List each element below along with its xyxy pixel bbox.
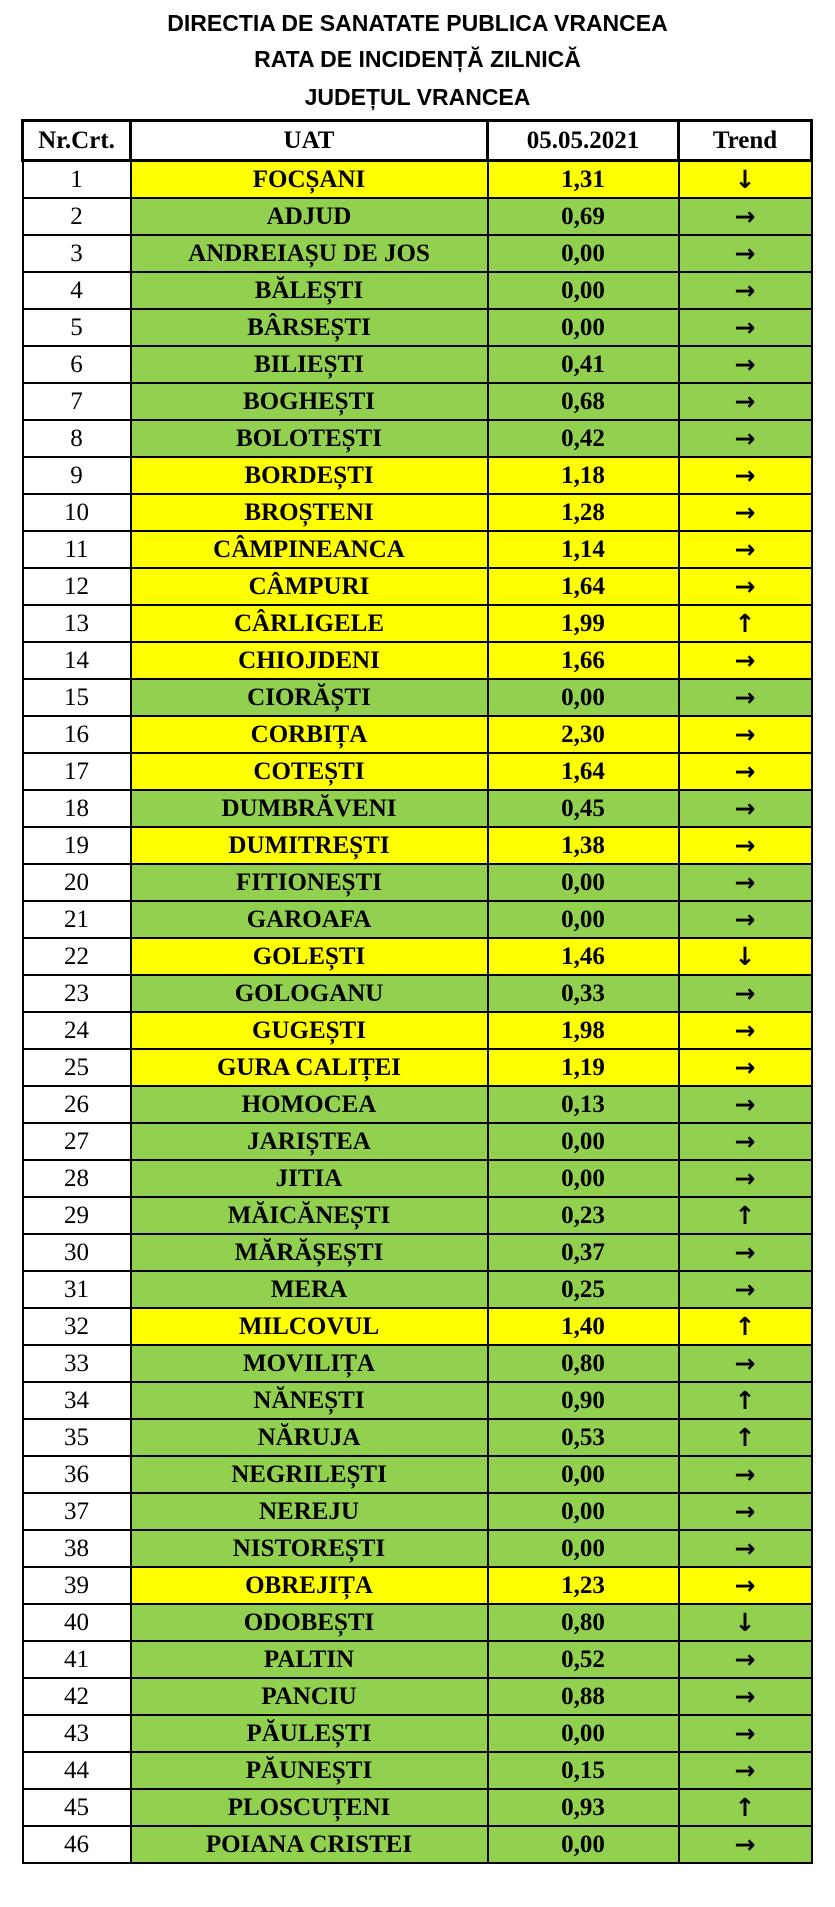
row-number-cell: 11 — [23, 531, 131, 568]
uat-name-cell: NEREJU — [131, 1493, 488, 1530]
row-number-cell: 27 — [23, 1123, 131, 1160]
incidence-rate-cell: 0,00 — [488, 679, 679, 716]
trend-arrow-cell: ↑ — [679, 1382, 812, 1419]
uat-name-cell: BÂRSEȘTI — [131, 309, 488, 346]
trend-arrow-cell: → — [679, 1049, 812, 1086]
row-number-cell: 23 — [23, 975, 131, 1012]
row-number-cell: 10 — [23, 494, 131, 531]
trend-arrow-cell: → — [679, 790, 812, 827]
uat-name-cell: BĂLEȘTI — [131, 272, 488, 309]
incidence-rate-cell: 1,18 — [488, 457, 679, 494]
uat-name-cell: NEGRILEȘTI — [131, 1456, 488, 1493]
trend-arrow-cell: → — [679, 531, 812, 568]
incidence-rate-cell: 0,15 — [488, 1752, 679, 1789]
row-number-cell: 15 — [23, 679, 131, 716]
row-number-cell: 45 — [23, 1789, 131, 1826]
row-number-cell: 9 — [23, 457, 131, 494]
trend-arrow-cell: → — [679, 272, 812, 309]
incidence-rate-cell: 0,88 — [488, 1678, 679, 1715]
table-row — [23, 716, 812, 753]
incidence-rate-cell: 0,25 — [488, 1271, 679, 1308]
incidence-rate-cell: 0,00 — [488, 235, 679, 272]
incidence-rate-cell: 0,45 — [488, 790, 679, 827]
trend-arrow-cell: → — [679, 901, 812, 938]
document-subtitle: RATA DE INCIDENȚĂ ZILNICĂ — [254, 46, 581, 72]
row-number-cell: 21 — [23, 901, 131, 938]
table-row — [23, 383, 812, 420]
trend-arrow-cell: → — [679, 1530, 812, 1567]
row-number-cell: 28 — [23, 1160, 131, 1197]
incidence-table — [21, 119, 813, 1864]
document-title: DIRECTIA DE SANATATE PUBLICA VRANCEA — [167, 10, 668, 36]
incidence-rate-cell: 1,66 — [488, 642, 679, 679]
incidence-rate-cell: 0,52 — [488, 1641, 679, 1678]
incidence-rate-cell: 0,23 — [488, 1197, 679, 1234]
table-row — [23, 1567, 812, 1604]
row-number-cell: 29 — [23, 1197, 131, 1234]
table-row — [23, 790, 812, 827]
uat-name-cell: GAROAFA — [131, 901, 488, 938]
incidence-rate-cell: 1,19 — [488, 1049, 679, 1086]
table-row — [23, 1752, 812, 1789]
uat-name-cell: GUGEȘTI — [131, 1012, 488, 1049]
incidence-rate-cell: 1,40 — [488, 1308, 679, 1345]
table-row — [23, 753, 812, 790]
uat-name-cell: PALTIN — [131, 1641, 488, 1678]
trend-arrow-cell: → — [679, 235, 812, 272]
trend-arrow-cell: → — [679, 1234, 812, 1271]
row-number-cell: 43 — [23, 1715, 131, 1752]
table-row — [23, 568, 812, 605]
row-number-cell: 8 — [23, 420, 131, 457]
row-number-cell: 22 — [23, 938, 131, 975]
row-number-cell: 18 — [23, 790, 131, 827]
incidence-rate-cell: 0,69 — [488, 198, 679, 235]
table-row — [23, 1308, 812, 1345]
uat-name-cell: CHIOJDENI — [131, 642, 488, 679]
row-number-cell: 30 — [23, 1234, 131, 1271]
incidence-rate-cell: 0,93 — [488, 1789, 679, 1826]
uat-name-cell: CÂRLIGELE — [131, 605, 488, 642]
table-row — [23, 531, 812, 568]
row-number-cell: 35 — [23, 1419, 131, 1456]
trend-arrow-cell: → — [679, 1271, 812, 1308]
uat-name-cell: MOVILIȚA — [131, 1345, 488, 1382]
trend-arrow-cell: → — [679, 975, 812, 1012]
trend-arrow-cell: → — [679, 1123, 812, 1160]
uat-name-cell: FITIONEȘTI — [131, 864, 488, 901]
row-number-cell: 13 — [23, 605, 131, 642]
table-row — [23, 1715, 812, 1752]
incidence-rate-cell: 0,00 — [488, 864, 679, 901]
trend-arrow-cell: ↑ — [679, 605, 812, 642]
row-number-cell: 12 — [23, 568, 131, 605]
uat-name-cell: PANCIU — [131, 1678, 488, 1715]
incidence-rate-cell: 1,98 — [488, 1012, 679, 1049]
row-number-cell: 4 — [23, 272, 131, 309]
uat-name-cell: NĂNEȘTI — [131, 1382, 488, 1419]
trend-arrow-cell: → — [679, 679, 812, 716]
row-number-cell: 37 — [23, 1493, 131, 1530]
uat-name-cell: CIORĂȘTI — [131, 679, 488, 716]
table-header-row — [23, 121, 812, 161]
incidence-rate-cell: 1,31 — [488, 161, 679, 199]
table-row — [23, 864, 812, 901]
uat-name-cell: BOGHEȘTI — [131, 383, 488, 420]
trend-arrow-cell: → — [679, 642, 812, 679]
trend-arrow-cell: → — [679, 1086, 812, 1123]
incidence-rate-cell: 1,28 — [488, 494, 679, 531]
table-row — [23, 1789, 812, 1826]
row-number-cell: 25 — [23, 1049, 131, 1086]
incidence-rate-cell: 0,37 — [488, 1234, 679, 1271]
table-row — [23, 1123, 812, 1160]
incidence-rate-cell: 0,00 — [488, 272, 679, 309]
trend-arrow-cell: → — [679, 1715, 812, 1752]
uat-name-cell: PĂUNEȘTI — [131, 1752, 488, 1789]
table-row — [23, 1678, 812, 1715]
incidence-rate-cell: 1,64 — [488, 753, 679, 790]
uat-name-cell: ADJUD — [131, 198, 488, 235]
table-row — [23, 272, 812, 309]
trend-arrow-cell: → — [679, 1826, 812, 1863]
uat-name-cell: CÂMPINEANCA — [131, 531, 488, 568]
trend-arrow-cell: → — [679, 1456, 812, 1493]
trend-arrow-cell: → — [679, 716, 812, 753]
table-row — [23, 1086, 812, 1123]
incidence-rate-cell: 0,00 — [488, 1715, 679, 1752]
table-row — [23, 975, 812, 1012]
row-number-cell: 6 — [23, 346, 131, 383]
row-number-cell: 44 — [23, 1752, 131, 1789]
uat-name-cell: PLOSCUȚENI — [131, 1789, 488, 1826]
incidence-rate-cell: 0,00 — [488, 1160, 679, 1197]
uat-name-cell: DUMBRĂVENI — [131, 790, 488, 827]
uat-name-cell: MĂICĂNEȘTI — [131, 1197, 488, 1234]
trend-arrow-cell: ↑ — [679, 1197, 812, 1234]
incidence-rate-cell: 0,00 — [488, 1123, 679, 1160]
table-row — [23, 1530, 812, 1567]
row-number-cell: 17 — [23, 753, 131, 790]
row-number-cell: 26 — [23, 1086, 131, 1123]
incidence-rate-cell: 0,00 — [488, 1456, 679, 1493]
row-number-cell: 34 — [23, 1382, 131, 1419]
uat-name-cell: NĂRUJA — [131, 1419, 488, 1456]
row-number-cell: 19 — [23, 827, 131, 864]
uat-name-cell: JITIA — [131, 1160, 488, 1197]
row-number-cell: 36 — [23, 1456, 131, 1493]
uat-name-cell: MĂRĂȘEȘTI — [131, 1234, 488, 1271]
trend-arrow-cell: → — [679, 457, 812, 494]
uat-name-cell: GURA CALIȚEI — [131, 1049, 488, 1086]
table-row — [23, 1493, 812, 1530]
incidence-rate-cell: 1,14 — [488, 531, 679, 568]
trend-arrow-cell: → — [679, 1678, 812, 1715]
incidence-rate-cell: 0,00 — [488, 1493, 679, 1530]
table-body — [23, 161, 812, 1864]
row-number-cell: 5 — [23, 309, 131, 346]
row-number-cell: 7 — [23, 383, 131, 420]
row-number-cell: 41 — [23, 1641, 131, 1678]
row-number-cell: 46 — [23, 1826, 131, 1863]
row-number-cell: 1 — [23, 161, 131, 199]
table-row — [23, 161, 812, 199]
trend-arrow-cell: → — [679, 383, 812, 420]
row-number-cell: 39 — [23, 1567, 131, 1604]
uat-name-cell: COTEȘTI — [131, 753, 488, 790]
uat-name-cell: HOMOCEA — [131, 1086, 488, 1123]
trend-arrow-cell: → — [679, 1160, 812, 1197]
incidence-rate-cell: 1,64 — [488, 568, 679, 605]
trend-arrow-cell: ↑ — [679, 1419, 812, 1456]
table-row — [23, 494, 812, 531]
table-row — [23, 1012, 812, 1049]
uat-name-cell: CORBIȚA — [131, 716, 488, 753]
uat-name-cell: MILCOVUL — [131, 1308, 488, 1345]
trend-arrow-cell: → — [679, 1345, 812, 1382]
table-row — [23, 1456, 812, 1493]
trend-arrow-cell: ↓ — [679, 938, 812, 975]
incidence-rate-cell: 0,41 — [488, 346, 679, 383]
incidence-rate-cell: 1,46 — [488, 938, 679, 975]
trend-arrow-cell: → — [679, 1641, 812, 1678]
incidence-rate-cell: 1,38 — [488, 827, 679, 864]
table-row — [23, 1197, 812, 1234]
incidence-rate-cell: 0,68 — [488, 383, 679, 420]
row-number-cell: 38 — [23, 1530, 131, 1567]
table-row — [23, 235, 812, 272]
incidence-rate-cell: 0,80 — [488, 1604, 679, 1641]
table-row — [23, 309, 812, 346]
uat-name-cell: CÂMPURI — [131, 568, 488, 605]
row-number-cell: 42 — [23, 1678, 131, 1715]
row-number-cell: 2 — [23, 198, 131, 235]
trend-arrow-cell: → — [679, 420, 812, 457]
row-number-cell: 16 — [23, 716, 131, 753]
incidence-rate-cell: 0,00 — [488, 1826, 679, 1863]
table-row — [23, 827, 812, 864]
incidence-rate-cell: 0,90 — [488, 1382, 679, 1419]
column-header-date: 05.05.2021 — [488, 121, 679, 161]
uat-name-cell: BOLOTEȘTI — [131, 420, 488, 457]
table-row — [23, 1826, 812, 1863]
uat-name-cell: PĂULEȘTI — [131, 1715, 488, 1752]
uat-name-cell: OBREJIȚA — [131, 1567, 488, 1604]
incidence-rate-cell: 0,42 — [488, 420, 679, 457]
row-number-cell: 31 — [23, 1271, 131, 1308]
document-county: JUDEȚUL VRANCEA — [304, 84, 531, 110]
table-row — [23, 457, 812, 494]
row-number-cell: 40 — [23, 1604, 131, 1641]
trend-arrow-cell: ↑ — [679, 1789, 812, 1826]
table-row — [23, 1345, 812, 1382]
trend-arrow-cell: → — [679, 1012, 812, 1049]
column-header-trend: Trend — [679, 121, 812, 161]
table-row — [23, 1641, 812, 1678]
table-row — [23, 420, 812, 457]
row-number-cell: 32 — [23, 1308, 131, 1345]
trend-arrow-cell: → — [679, 753, 812, 790]
trend-arrow-cell: → — [679, 827, 812, 864]
row-number-cell: 14 — [23, 642, 131, 679]
uat-name-cell: DUMITREȘTI — [131, 827, 488, 864]
uat-name-cell: NISTOREȘTI — [131, 1530, 488, 1567]
uat-name-cell: GOLEȘTI — [131, 938, 488, 975]
uat-name-cell: MERA — [131, 1271, 488, 1308]
incidence-rate-cell: 1,23 — [488, 1567, 679, 1604]
trend-arrow-cell: → — [679, 198, 812, 235]
trend-arrow-cell: → — [679, 346, 812, 383]
trend-arrow-cell: → — [679, 1567, 812, 1604]
table-row — [23, 938, 812, 975]
table-row — [23, 679, 812, 716]
trend-arrow-cell: → — [679, 309, 812, 346]
table-row — [23, 1271, 812, 1308]
trend-arrow-cell: → — [679, 568, 812, 605]
uat-name-cell: JARIȘTEA — [131, 1123, 488, 1160]
uat-name-cell: ANDREIAȘU DE JOS — [131, 235, 488, 272]
uat-name-cell: BORDEȘTI — [131, 457, 488, 494]
table-row — [23, 1419, 812, 1456]
table-row — [23, 1160, 812, 1197]
trend-arrow-cell: ↓ — [679, 1604, 812, 1641]
row-number-cell: 24 — [23, 1012, 131, 1049]
table-row — [23, 605, 812, 642]
table-row — [23, 346, 812, 383]
uat-name-cell: BROȘTENI — [131, 494, 488, 531]
incidence-rate-cell: 0,80 — [488, 1345, 679, 1382]
incidence-rate-cell: 0,13 — [488, 1086, 679, 1123]
table-row — [23, 1382, 812, 1419]
column-header-uat: UAT — [131, 121, 488, 161]
trend-arrow-cell: → — [679, 1752, 812, 1789]
incidence-rate-cell: 0,00 — [488, 901, 679, 938]
uat-name-cell: ODOBEȘTI — [131, 1604, 488, 1641]
trend-arrow-cell: → — [679, 494, 812, 531]
table-row — [23, 901, 812, 938]
table-row — [23, 1234, 812, 1271]
table-row — [23, 198, 812, 235]
trend-arrow-cell: → — [679, 864, 812, 901]
incidence-rate-cell: 2,30 — [488, 716, 679, 753]
column-header-nr: Nr.Crt. — [23, 121, 131, 161]
row-number-cell: 3 — [23, 235, 131, 272]
row-number-cell: 33 — [23, 1345, 131, 1382]
uat-name-cell: GOLOGANU — [131, 975, 488, 1012]
table-row — [23, 1604, 812, 1641]
row-number-cell: 20 — [23, 864, 131, 901]
uat-name-cell: BILIEȘTI — [131, 346, 488, 383]
uat-name-cell: FOCȘANI — [131, 161, 488, 199]
trend-arrow-cell: ↓ — [679, 161, 812, 199]
incidence-rate-cell: 0,00 — [488, 309, 679, 346]
incidence-rate-cell: 1,99 — [488, 605, 679, 642]
table-row — [23, 642, 812, 679]
trend-arrow-cell: ↑ — [679, 1308, 812, 1345]
incidence-rate-cell: 0,53 — [488, 1419, 679, 1456]
incidence-rate-cell: 0,00 — [488, 1530, 679, 1567]
incidence-rate-cell: 0,33 — [488, 975, 679, 1012]
uat-name-cell: POIANA CRISTEI — [131, 1826, 488, 1863]
trend-arrow-cell: → — [679, 1493, 812, 1530]
table-row — [23, 1049, 812, 1086]
